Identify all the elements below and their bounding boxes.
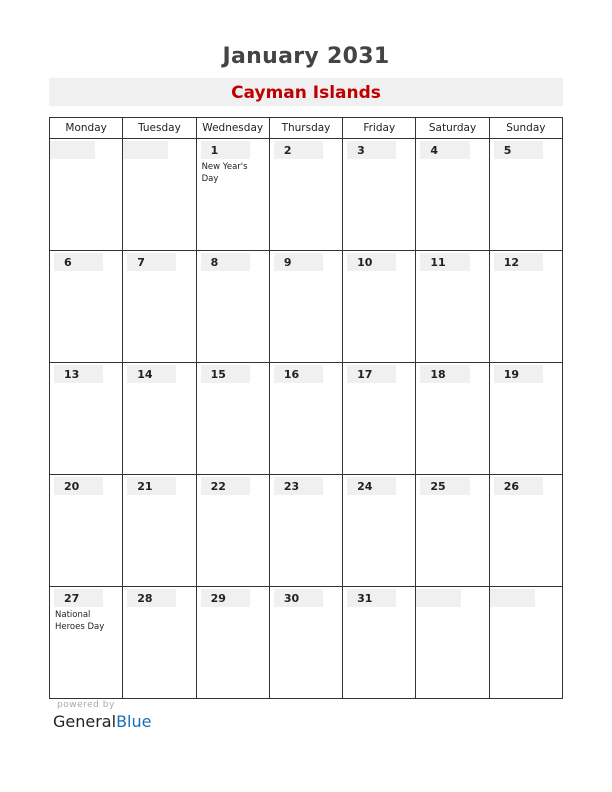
day-cell <box>343 475 416 587</box>
day-number: 23 <box>274 477 323 495</box>
day-cell <box>269 587 342 699</box>
calendar-grid <box>49 117 563 699</box>
day-number: 30 <box>274 589 323 607</box>
day-cell <box>489 475 562 587</box>
day-number: 24 <box>347 477 396 495</box>
brand-blue-text: Blue <box>116 712 152 731</box>
day-cell <box>196 475 269 587</box>
weekday-header: Thursday <box>269 118 342 139</box>
weekday-header: Saturday <box>416 118 489 139</box>
day-cell <box>269 363 342 475</box>
day-cell <box>416 363 489 475</box>
day-number: 22 <box>201 477 250 495</box>
day-cell <box>123 587 196 699</box>
week-row <box>50 363 563 475</box>
holiday-label: New Year's Day <box>201 162 248 184</box>
day-number: 1 <box>201 141 250 159</box>
day-cell <box>343 587 416 699</box>
day-cell <box>489 363 562 475</box>
weekday-header: Tuesday <box>123 118 196 139</box>
day-cell <box>343 139 416 251</box>
day-cell <box>123 475 196 587</box>
day-cell <box>123 139 196 251</box>
day-cell <box>196 587 269 699</box>
day-number: 4 <box>420 141 469 159</box>
month-title: January 2031 <box>222 44 390 69</box>
day-number: 26 <box>494 477 543 495</box>
day-number: 16 <box>274 365 323 383</box>
day-number: 15 <box>201 365 250 383</box>
day-number: 19 <box>494 365 543 383</box>
day-number: 10 <box>347 253 396 271</box>
day-number: 27 <box>54 589 103 607</box>
day-cell <box>269 139 342 251</box>
holiday-label: National Heroes Day <box>55 610 105 632</box>
week-row <box>50 139 563 251</box>
day-number <box>123 141 168 159</box>
day-cell <box>343 251 416 363</box>
day-number: 9 <box>274 253 323 271</box>
weekday-header-row <box>50 118 563 139</box>
day-number: 20 <box>54 477 103 495</box>
day-cell <box>196 251 269 363</box>
day-cell <box>343 363 416 475</box>
powered-by-text: powered by <box>57 700 115 710</box>
day-cell <box>269 251 342 363</box>
day-number: 8 <box>201 253 250 271</box>
day-number: 29 <box>201 589 250 607</box>
day-cell <box>416 587 489 699</box>
day-cell <box>50 139 123 251</box>
day-cell <box>196 139 269 251</box>
brand-general-text: General <box>53 712 117 731</box>
weekday-header: Sunday <box>489 118 562 139</box>
day-cell <box>489 251 562 363</box>
day-number: 28 <box>127 589 176 607</box>
day-cell <box>50 251 123 363</box>
weekday-header: Monday <box>50 118 123 139</box>
footer <box>53 700 151 731</box>
day-number: 3 <box>347 141 396 159</box>
day-cell <box>50 587 123 699</box>
generalblue-logo[interactable] <box>53 712 151 731</box>
day-number: 6 <box>54 253 103 271</box>
day-number: 31 <box>347 589 396 607</box>
day-number: 11 <box>420 253 469 271</box>
day-cell <box>196 363 269 475</box>
day-number: 17 <box>347 365 396 383</box>
country-banner <box>49 78 563 106</box>
day-cell <box>416 139 489 251</box>
day-cell <box>50 363 123 475</box>
day-cell <box>489 587 562 699</box>
day-cell <box>123 251 196 363</box>
week-row <box>50 251 563 363</box>
day-cell <box>269 475 342 587</box>
day-cell <box>489 139 562 251</box>
week-row <box>50 587 563 699</box>
day-number <box>490 589 535 607</box>
day-number: 21 <box>127 477 176 495</box>
country-name: Cayman Islands <box>231 83 381 103</box>
day-number: 2 <box>274 141 323 159</box>
day-number: 5 <box>494 141 543 159</box>
day-cell <box>50 475 123 587</box>
day-cell <box>416 251 489 363</box>
day-number: 18 <box>420 365 469 383</box>
weekday-header: Wednesday <box>196 118 269 139</box>
day-number: 25 <box>420 477 469 495</box>
week-row <box>50 475 563 587</box>
day-number: 13 <box>54 365 103 383</box>
day-number: 7 <box>127 253 176 271</box>
weekday-header: Friday <box>343 118 416 139</box>
day-number: 12 <box>494 253 543 271</box>
day-number: 14 <box>127 365 176 383</box>
day-number <box>416 589 461 607</box>
day-cell <box>123 363 196 475</box>
day-cell <box>416 475 489 587</box>
day-number <box>50 141 95 159</box>
